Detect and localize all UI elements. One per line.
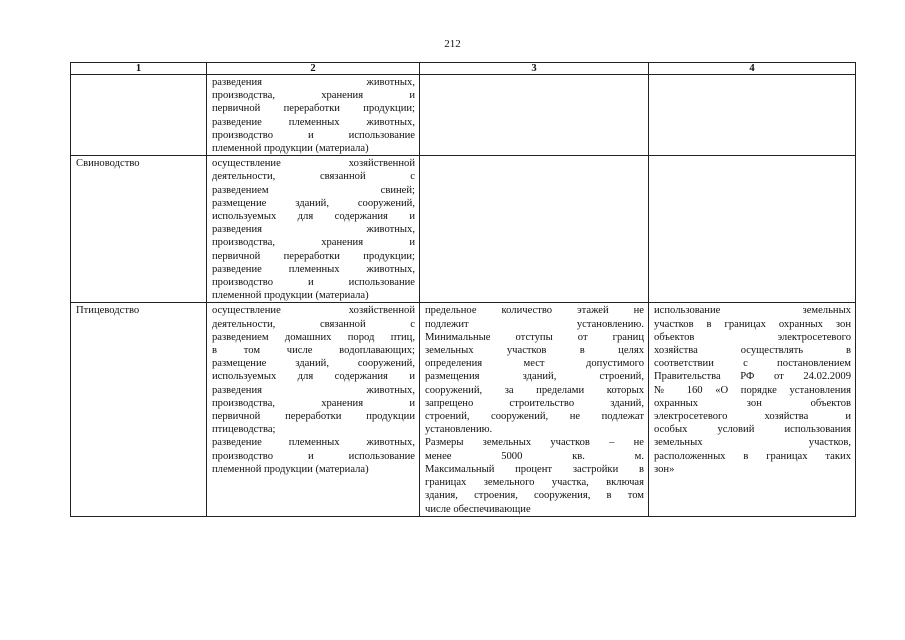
cell-text-line: племенной продукции (материала) [212,290,369,302]
table-header-row [71,63,856,75]
cell-text-line: объектов электросетевого [654,331,851,343]
cell-text-line: земельных участков, [654,437,851,449]
cell-text-line: разведение племенных животных, [212,437,415,449]
cell-text-line: разведение племенных животных, [212,116,415,128]
cell-text-line: производство и использование [212,450,415,462]
cell-text-line: деятельности, связанной с [212,171,415,183]
cell-text-line: запрещено строительство зданий, [425,397,644,409]
cell-text-line: первичной переработки продукции; [212,250,415,262]
row-name-cell: Свиноводство [71,156,207,303]
cell-text-line: в том числе водоплавающих; [212,345,415,357]
cell-text-line: использование земельных [654,305,851,317]
cell-text-line: племенной продукции (материала) [212,143,369,155]
cell-text-line: охранных зон объектов [654,397,851,409]
cell-text-line: установлению. [425,424,493,436]
row-name-cell [71,75,207,156]
cell-text-line: Размеры земельных участков – не [425,437,644,449]
cell-text-line: разведением домашних пород птиц, [212,331,415,343]
column-header-1: 1 [71,63,207,75]
cell-text-line: подлежит установлению. [425,318,644,330]
parameters-cell [420,303,649,516]
cell-text-line: используемых для содержания и [212,371,415,383]
cell-text-line: особых условий использования [654,424,851,436]
cell-text-line: участков в границах охранных зон [654,318,851,330]
cell-text-line: хозяйства осуществлять в [654,345,851,357]
cell-text-line: деятельности, связанной с [212,318,415,330]
cell-text-line: разведения животных, [212,77,415,88]
cell-text-line: расположенных в границах таких [654,450,851,462]
parameters-cell [420,156,649,303]
restrictions-cell [649,303,856,516]
cell-text-line: племенной продукции (материала) [212,463,369,475]
cell-text-line: земельных участков в целях [425,345,644,357]
cell-text-line: числе обеспечивающие [425,503,531,515]
parameters-cell [420,75,649,156]
cell-text-line: разведения животных, [212,224,415,236]
table-row-pig-farming [71,156,856,303]
permitted-use-cell [207,75,420,156]
cell-text-line: электросетевого хозяйства и [654,411,851,423]
cell-text-line: разведения животных, [212,384,415,396]
table-row-poultry-farming [71,303,856,516]
page-number: 212 [444,38,461,50]
cell-text-line: Правительства РФ от 24.02.2009 [654,371,851,383]
cell-text-line: первичной переработки продукции; [212,103,415,115]
cell-text-line: зон» [654,463,675,475]
cell-text-line: производство и использование [212,129,415,141]
cell-text-line: строений, сооружений, не подлежат [425,411,644,423]
cell-text-line: производства, хранения и [212,90,415,102]
cell-text-line: размещение зданий, сооружений, [212,197,415,209]
zoning-table [70,62,856,517]
cell-text-line: здания, строения, сооружения, в том [425,490,644,502]
cell-text-line: менее 5000 кв. м. [425,450,644,462]
cell-text-line: Минимальные отступы от границ [425,331,644,343]
cell-text-line: № 160 «О порядке установления [654,384,851,396]
cell-text-line: осуществление хозяйственной [212,305,415,317]
column-header-3: 3 [420,63,649,75]
column-header-2: 2 [207,63,420,75]
cell-text-line: разведение племенных животных, [212,263,415,275]
cell-text-line: размещение зданий, сооружений, [212,358,415,370]
cell-text-line: первичной переработки продукции [212,411,415,423]
cell-text-line: соответствии с постановлением [654,358,851,370]
cell-text-line: производства, хранения и [212,237,415,249]
cell-text-line: размещения зданий, строений, [425,371,644,383]
column-header-4: 4 [649,63,856,75]
cell-text-line: сооружений, за пределами которых [425,384,644,396]
restrictions-cell [649,156,856,303]
cell-text-line: границах земельного участка, включая [425,477,644,489]
cell-text-line: Максимальный процент застройки в [425,463,644,475]
restrictions-cell [649,75,856,156]
cell-text-line: предельное количество этажей не [425,305,644,317]
cell-text-line: производство и использование [212,277,415,289]
table-row-continuation [71,75,856,156]
cell-text-line: осуществление хозяйственной [212,158,415,170]
cell-text-line: производства, хранения и [212,397,415,409]
permitted-use-cell [207,303,420,516]
permitted-use-cell [207,156,420,303]
cell-text-line: разведением свиней; [212,184,415,196]
cell-text-line: птицеводства; [212,424,276,436]
row-name-cell: Птицеводство [71,303,207,516]
cell-text-line: используемых для содержания и [212,211,415,223]
cell-text-line: определения мест допустимого [425,358,644,370]
